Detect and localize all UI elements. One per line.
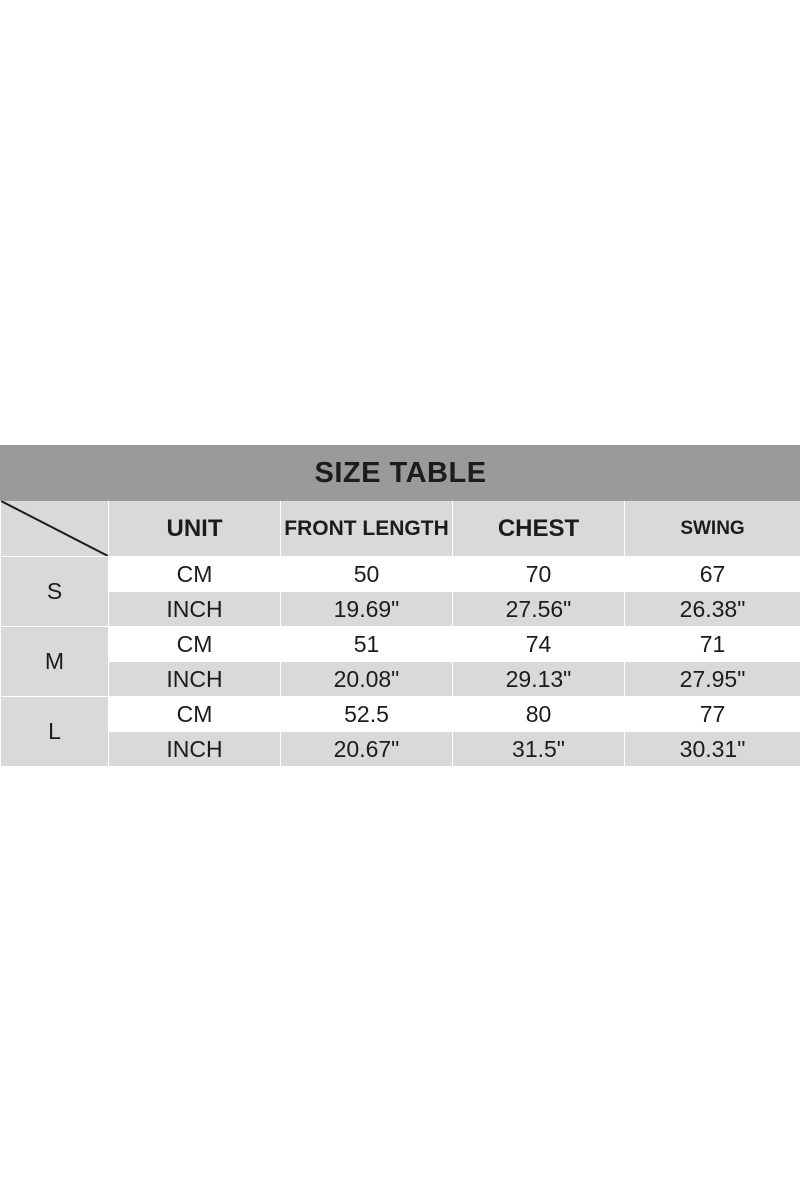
table-header-row	[1, 501, 800, 557]
value-front-length: 52.5	[281, 697, 453, 732]
value-front-length: 51	[281, 627, 453, 662]
value-swing: 26.38"	[625, 592, 800, 627]
size-label-l: L	[1, 697, 109, 767]
value-swing: 77	[625, 697, 800, 732]
value-chest: 27.56"	[453, 592, 625, 627]
table-title-row	[1, 446, 800, 501]
value-swing: 30.31"	[625, 732, 800, 767]
header-unit: UNIT	[109, 501, 281, 557]
table-row	[1, 662, 800, 697]
corner-diagonal-cell	[1, 501, 109, 557]
value-front-length: 50	[281, 557, 453, 592]
value-chest: 31.5"	[453, 732, 625, 767]
unit-inch: INCH	[109, 732, 281, 767]
value-swing: 27.95"	[625, 662, 800, 697]
value-swing: 67	[625, 557, 800, 592]
size-label-m: M	[1, 627, 109, 697]
unit-cm: CM	[109, 557, 281, 592]
value-chest: 70	[453, 557, 625, 592]
value-swing: 71	[625, 627, 800, 662]
unit-inch: INCH	[109, 662, 281, 697]
table-row	[1, 697, 800, 732]
unit-inch: INCH	[109, 592, 281, 627]
table-row	[1, 592, 800, 627]
header-front-length: FRONT LENGTH	[281, 501, 453, 557]
value-chest: 74	[453, 627, 625, 662]
size-label-s: S	[1, 557, 109, 627]
size-table-container	[0, 445, 800, 767]
header-chest: CHEST	[453, 501, 625, 557]
value-front-length: 20.67"	[281, 732, 453, 767]
size-table	[0, 445, 800, 767]
unit-cm: CM	[109, 627, 281, 662]
table-title: SIZE TABLE	[1, 446, 800, 501]
value-chest: 80	[453, 697, 625, 732]
value-front-length: 19.69"	[281, 592, 453, 627]
header-swing: SWING	[625, 501, 800, 557]
unit-cm: CM	[109, 697, 281, 732]
diagonal-line-icon	[1, 501, 108, 556]
value-chest: 29.13"	[453, 662, 625, 697]
table-row	[1, 557, 800, 592]
table-row	[1, 627, 800, 662]
value-front-length: 20.08"	[281, 662, 453, 697]
table-row	[1, 732, 800, 767]
